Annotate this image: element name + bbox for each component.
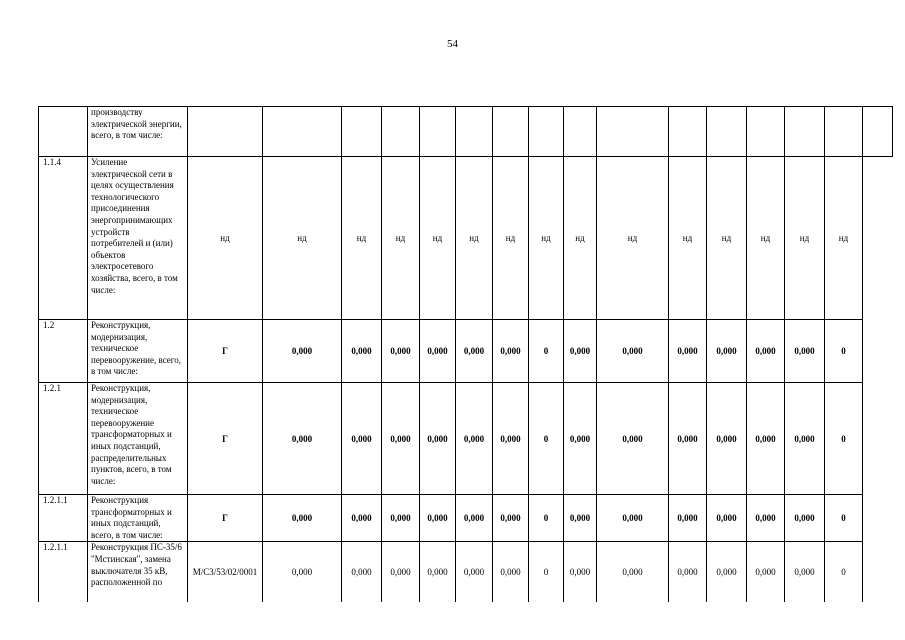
row-number-cell: 1.1.4 [39, 157, 88, 320]
value-cell: 0,000 [342, 383, 382, 495]
value-cell: 0,000 [785, 495, 825, 542]
value-cell [263, 107, 342, 157]
value-cell: 0,000 [707, 495, 747, 542]
value-cell: 0,000 [420, 383, 456, 495]
value-cell: 0,000 [669, 542, 707, 602]
value-cell: 0,000 [669, 383, 707, 495]
value-cell: 0,000 [382, 495, 420, 542]
value-cell: 0,000 [707, 542, 747, 602]
row-number-cell: 1.2.1 [39, 383, 88, 495]
value-cell: нд [493, 157, 529, 320]
value-cell: 0,000 [420, 495, 456, 542]
investment-program-table [38, 106, 893, 602]
value-cell: 0,000 [493, 383, 529, 495]
value-cell: 0,000 [342, 495, 382, 542]
project-id-cell: нд [188, 157, 263, 320]
row-number-cell: 1.2.1.1 [39, 495, 88, 542]
value-cell [597, 107, 669, 157]
value-cell: 0,000 [493, 320, 529, 383]
project-id-cell: Г [188, 320, 263, 383]
value-cell: 0,000 [669, 495, 707, 542]
value-cell: 0 [825, 542, 863, 602]
value-cell: нд [597, 157, 669, 320]
value-cell: нд [669, 157, 707, 320]
value-cell: 0,000 [456, 383, 493, 495]
value-cell: 0,000 [263, 495, 342, 542]
table-row [39, 495, 893, 542]
value-cell: 0 [529, 383, 564, 495]
row-name-cell: Усиление электрической сети в целях осуществления технологического присоединения энергопринимающих устройств потребителей и (или) объектов электросетевого хозяйства, всего, в том числе: [88, 157, 188, 320]
value-cell: 0,000 [342, 542, 382, 602]
value-cell [785, 107, 825, 157]
row-number-cell: 1.2.1.1 [39, 542, 88, 602]
value-cell: 0 [529, 542, 564, 602]
value-cell: 0,000 [597, 542, 669, 602]
project-id-cell: M/C3/53/02/0001 [188, 542, 263, 602]
value-cell: 0,000 [382, 383, 420, 495]
value-cell: 0,000 [420, 320, 456, 383]
value-cell: нд [263, 157, 342, 320]
value-cell: 0,000 [707, 383, 747, 495]
value-cell: нд [564, 157, 597, 320]
value-cell: 0 [529, 495, 564, 542]
value-cell [493, 107, 529, 157]
value-cell: 0,000 [456, 542, 493, 602]
value-cell: 0,000 [382, 320, 420, 383]
value-cell: 0 [825, 320, 863, 383]
value-cell: 0,000 [785, 383, 825, 495]
value-cell: 0,000 [564, 542, 597, 602]
value-cell: 0,000 [785, 542, 825, 602]
value-cell: 0 [529, 320, 564, 383]
value-cell: 0,000 [564, 320, 597, 383]
value-cell: 0,000 [747, 542, 785, 602]
value-cell: 0,000 [263, 383, 342, 495]
row-name-cell: Реконструкция, модернизация, техническое перевооружение, всего, в том числе: [88, 320, 188, 383]
value-cell: 0,000 [747, 495, 785, 542]
value-cell [669, 107, 707, 157]
table-row [39, 107, 893, 157]
value-cell: 0,000 [747, 320, 785, 383]
value-cell: 0,000 [493, 542, 529, 602]
value-cell [825, 107, 863, 157]
value-cell: 0,000 [564, 383, 597, 495]
value-cell: нд [382, 157, 420, 320]
value-cell [707, 107, 747, 157]
value-cell: 0,000 [263, 320, 342, 383]
value-cell: 0,000 [456, 320, 493, 383]
row-name-cell: производству электрической энергии, всего, в том числе: [88, 107, 188, 157]
table-row [39, 320, 893, 383]
value-cell: нд [825, 157, 863, 320]
value-cell: нд [456, 157, 493, 320]
project-id-cell: Г [188, 383, 263, 495]
row-name-cell: Реконструкция, модернизация, техническое перевооружение трансформаторных и иных подстанций, распределительных пунктов, всего, в том числе: [88, 383, 188, 495]
row-number-cell: 1.2 [39, 320, 88, 383]
value-cell: 0,000 [747, 383, 785, 495]
value-cell: 0,000 [263, 542, 342, 602]
value-cell: 0,000 [597, 495, 669, 542]
value-cell: нд [342, 157, 382, 320]
page-number: 54 [447, 38, 458, 50]
value-cell: 0,000 [597, 383, 669, 495]
value-cell: 0,000 [785, 320, 825, 383]
value-cell: 0,000 [420, 542, 456, 602]
table-row [39, 157, 893, 320]
value-cell [456, 107, 493, 157]
value-cell: 0,000 [456, 495, 493, 542]
row-name-cell: Реконструкция ПС-35/6 "Мстинская", замена выключателя 35 кВ, расположенной по [88, 542, 188, 602]
value-cell: нд [529, 157, 564, 320]
value-cell: нд [747, 157, 785, 320]
value-cell [382, 107, 420, 157]
project-id-cell: Г [188, 495, 263, 542]
value-cell: нд [420, 157, 456, 320]
row-name-cell: Реконструкция трансформаторных и иных подстанций, всего, в том числе: [88, 495, 188, 542]
value-cell [747, 107, 785, 157]
value-cell: 0,000 [564, 495, 597, 542]
value-cell: 0,000 [493, 495, 529, 542]
table-row [39, 383, 893, 495]
value-cell [863, 107, 893, 157]
value-cell: 0,000 [382, 542, 420, 602]
value-cell [342, 107, 382, 157]
value-cell: 0,000 [669, 320, 707, 383]
value-cell: 0 [825, 383, 863, 495]
row-number-cell [39, 107, 88, 157]
project-id-cell [188, 107, 263, 157]
value-cell: 0,000 [707, 320, 747, 383]
value-cell [564, 107, 597, 157]
table-row [39, 542, 893, 602]
value-cell: нд [785, 157, 825, 320]
value-cell: нд [707, 157, 747, 320]
value-cell: 0,000 [597, 320, 669, 383]
value-cell [529, 107, 564, 157]
value-cell: 0,000 [342, 320, 382, 383]
value-cell: 0 [825, 495, 863, 542]
value-cell [420, 107, 456, 157]
